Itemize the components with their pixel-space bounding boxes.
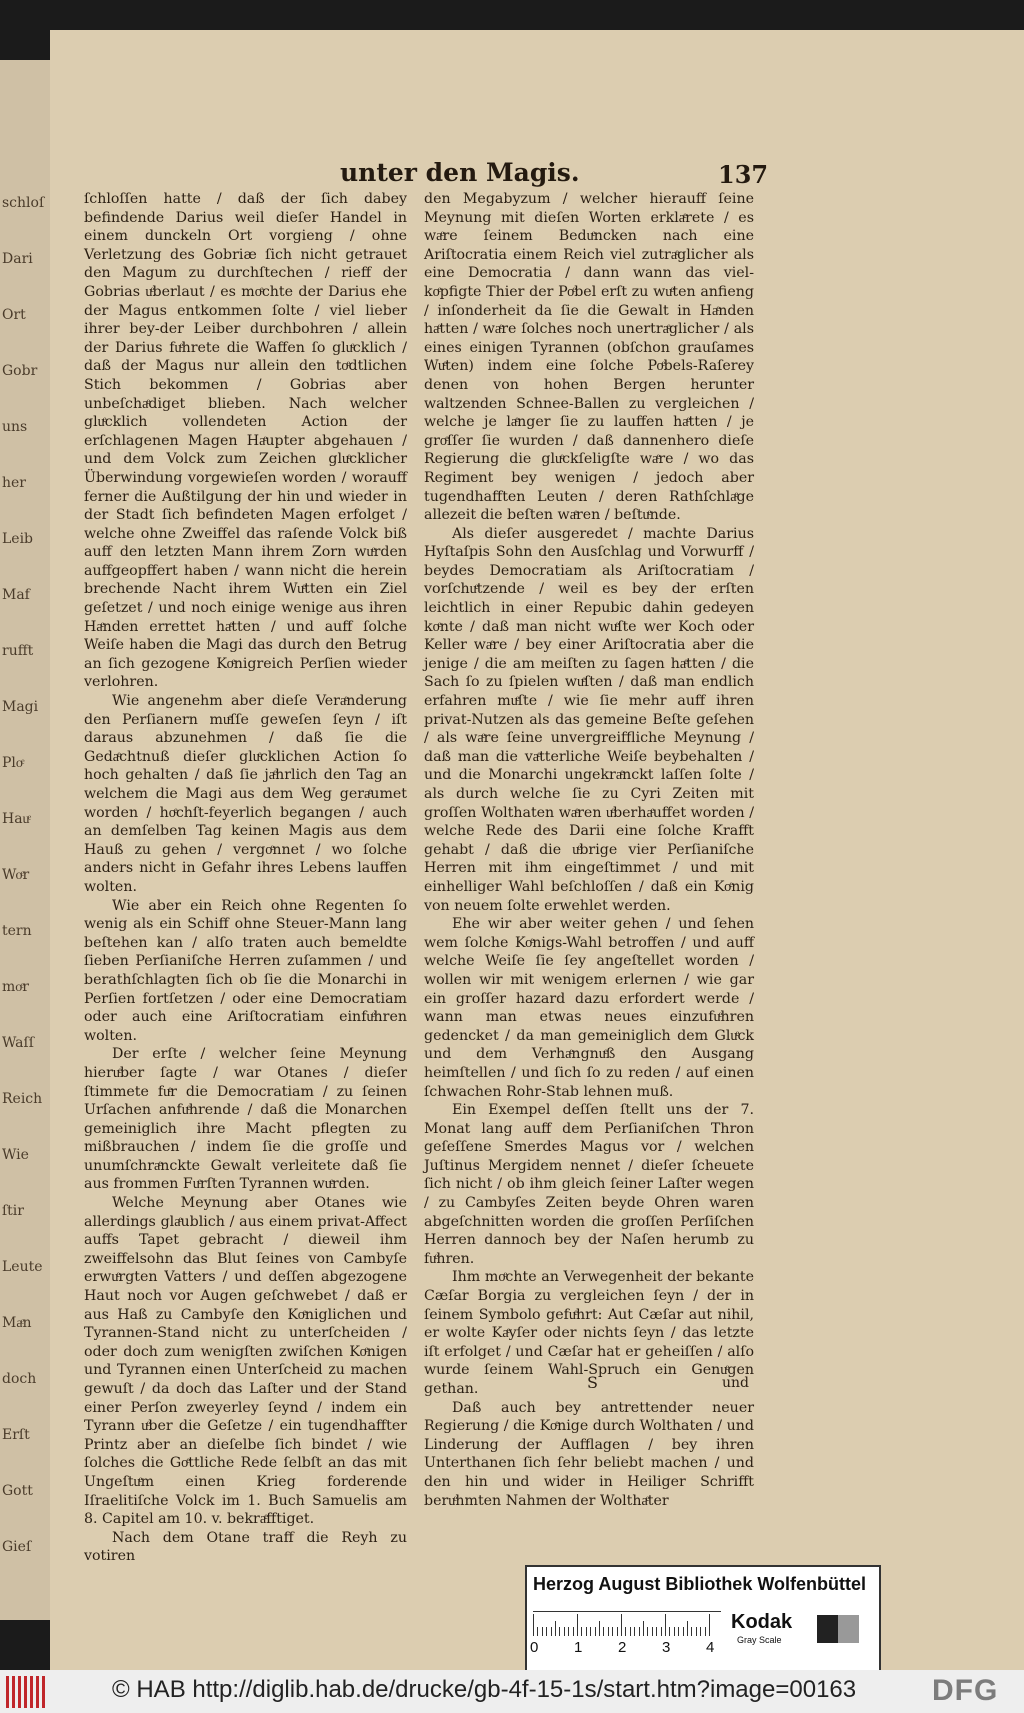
- ruler-tick: [533, 1614, 534, 1636]
- adjacent-page-edge: [0, 60, 54, 1620]
- ruler-number: 2: [618, 1639, 627, 1656]
- ruler-tick: [669, 1627, 670, 1636]
- viewer-footer: [0, 1670, 1024, 1713]
- paragraph: Welche Meynung aber Otanes wie allerdings glaͤublich / aus einem privat-Affect auffs Tapet gebracht / dieweil ihm zweiffelsohn das Blut ſeines von Cambyſe erwuͤrgten Vatters / und deſſen abgezogene Haut noch vor Augen geſchwebet / daß er aus Haß zu Cambyſe den Koͤniglichen und Tyrannen-Stand nicht zu unterſcheiden / oder doch zum wenigſten zwiſchen Koͤnigen und Tyrannen einen Unterſcheid zu machen gewuſt / da doch das Laſter und der Stand einer Perſon zweyerley ſeynd / indem ein Tyrann uͤber die Geſetze / ein tugendhaffter Printz aber an dieſelbe ſich bindet / wie ſolches die Goͤttliche Rede ſelbſt an das mit Ungeſtuͤm einen Krieg forderende Iſraelitiſche Volck im 1. Buch Samuelis am 8. Capitel am 10. v. bekraͤfftiget.: [84, 1195, 407, 1528]
- dfg-logo: DFG: [932, 1674, 999, 1707]
- ruler-tick: [700, 1627, 701, 1636]
- ruler-tick: [709, 1614, 710, 1636]
- paragraph: ſchloſſen hatte / daß der ſich dabey befindende Darius weil dieſer Handel in einem dunckeln Ort vorgieng / ohne Verletzung des Gobriæ ſich nicht getrauet den Magum zu durchſtechen / rieff der Gobrias uͤberlaut / es moͤchte der Darius ehe der Magus entkommen ſolte / viel lieber ihrer bey-der Leiber durchbohren / allein der Darius fuͤhrete die Waffen ſo gluͤcklich / daß der Magus nur allein den toͤdtlichen Stich bekommen / Gobrias aber unbeſchaͤdiget blieben. Nach welcher gluͤcklich vollendeten Action der erſchlagenen Magen Haͤupter abgehauen / und dem Volck zum Zeichen gluͤcklicher Überwindung vorgewieſen worden / worauff ferner die Außtilgung der hin und wieder in der Stadt ſich befindeten Magen erfolget / welche ohne Zweiffel das raſende Volck biß auff den letzten Mann ihrem Zorn wuͤrden auffgeopffert haben / wann nicht die herein brechende Nacht ihrem Wuͤtten ein Ziel geſetzet / und noch einige wenige aus ihren Haͤnden errettet haͤtten / und auff ſolche Weiſe haben die Magi das durch den Betrug an ſich gezogene Koͤnigreich Perſien wieder verlohren.: [84, 191, 407, 691]
- ruler-scale: [533, 1611, 721, 1636]
- ruler-tick: [621, 1614, 622, 1636]
- paragraph: Als dieſer ausgeredet / machte Darius Hyſtaſpis Sohn den Ausſchlag und Vorwurff / beydes Democratiam als Ariſtocratiam / vorſchuͤtzende / weil es bey der erſten leichtlich in einer Repubic dahin gedeyen koͤnte / daß man nicht wuͤſte wer Koch oder Keller waͤre / bey einer Ariſtocratia aber die jenige / die am meiſten zu ſagen haͤtten / die Sach ſo zu ſpielen wuͤſten / daß man endlich erfahren muͤſte / wie ſie mehr auff ihren privat-Nutzen als das gemeine Beſte geſehen / als waͤre ſeine unvergreiffliche Meynung / daß man die vaͤtterliche Weiſe beybehalten / und die Monarchi ungekraͤnckt laſſen ſolte / als durch welche ſie zu Cyri Zeiten mit groſſen Wolthaten waͤren uͤberhaͤuffet worden / welche Rede des Darii eine ſolche Krafft gehabt / daß die uͤbrige vier Perſianiſche Herren mit ihm eingeſtimmet / und mit einhelliger Wahl beſchloſſen / daß ein Koͤnig von neuem ſolte erwehlet werden.: [424, 525, 754, 914]
- ruler-tick: [551, 1627, 552, 1636]
- adjacent-page-fragment: Gott: [2, 1483, 33, 1499]
- ruler-number: 0: [530, 1639, 539, 1656]
- paragraph: Daß auch bey antrettender neuer Regierung / die Koͤnige durch Wolthaten / und Linderung der Aufflagen / bey ihren Unterthanen ſich ſehr beliebt machen / und den hin und wider in Heiliger Schrifft beruͤhmten Nahmen der Wolthaͤter: [424, 1399, 754, 1509]
- kodak-logo: Kodak: [731, 1611, 793, 1633]
- adjacent-page-fragment: her: [2, 475, 26, 491]
- adjacent-page-fragment: Maf: [2, 587, 30, 603]
- adjacent-page-fragment: Gobr: [2, 363, 38, 379]
- ruler-tick: [634, 1627, 635, 1636]
- paragraph: Ehe wir aber weiter gehen / und ſehen wem ſolche Koͤnigs-Wahl betroffen / und auff welche Weiſe ſie ſey angeſtellet worden / wollen wir mit wenigem erlernen / wie gar ein groſſer hazard dazu erfordert werde / wann man etwas neues einzufuͤhren gedencket / da man gemeiniglich dem Gluͤck und dem Verhaͤngnuͤß den Ausgang heimſtellen / und ſich ſo zu reden / auf einen ſchwachen Rohr-Stab lehnen muß.: [424, 916, 754, 1100]
- adjacent-page-fragment: Erſt: [2, 1427, 30, 1443]
- ruler-tick: [555, 1621, 556, 1636]
- adjacent-page-fragment: Woͤr: [2, 867, 30, 883]
- adjacent-page-fragment: Hauͤ: [2, 811, 30, 827]
- page-number: 137: [718, 160, 769, 189]
- paragraph: den Megabyzum / welcher hierauff ſeine Meynung mit dieſen Worten erklaͤrete / es waͤre ſeinem Beduͤncken nach eine Ariſtocratia einem Reich viel zutraͤglicher als eine Democratia / dann wann das viel-koͤpfigte Thier der Poͤbel erſt zu wuͤten anfieng / inſonderheit da ſie die Gewalt in Haͤnden haͤtten / waͤre ſolches noch unertraͤglicher / als eines einigen Tyrannen (obſchon grauſames Wuͤten) indem eine ſolche Poͤbels-Raſerey denen von hohen Bergen herunter waltzenden Schnee-Ballen zu vergleichen / welche je laͤnger ſie zu lauffen haͤtten / je groͤſſer ſie wurden / daß dannenhero dieſe Regierung die gluͤckſeligſte waͤre / wo das Regiment bey wenigen / jedoch aber tugendhafften Leuten / deren Rathſchlaͤge allezeit die beſten waͤren / beſtuͤnde.: [424, 191, 754, 524]
- ruler-tick: [537, 1627, 538, 1636]
- ruler-tick: [639, 1627, 640, 1636]
- ruler-tick: [564, 1627, 565, 1636]
- ruler-tick: [674, 1627, 675, 1636]
- adjacent-page-fragment: Leib: [2, 531, 34, 547]
- ruler-tick: [630, 1627, 631, 1636]
- ruler-tick: [586, 1627, 587, 1636]
- ruler-tick: [652, 1627, 653, 1636]
- ruler-tick: [665, 1614, 666, 1636]
- ruler-tick: [617, 1627, 618, 1636]
- adjacent-page-fragment: Reich: [2, 1091, 43, 1107]
- gray-scale-label: Gray Scale: [737, 1635, 782, 1645]
- ruler-tick: [542, 1627, 543, 1636]
- ruler-tick: [678, 1627, 679, 1636]
- paragraph: Wie angenehm aber dieſe Veraͤnderung den Perſianern muͤſſe geweſen ſeyn / iſt daraus abzunehmen / daß ſie die Gedaͤchtnuß dieſer gluͤcklichen Action ſo hoch gehalten / daß ſie jaͤhrlich den Tag an welchem die Magi aus dem Weg geraͤumet worden / hoͤchſt-feyerlich begangen / auch an demſelben Tag keinen Magis aus dem Hauß zu gehen / vergoͤnnet / wo ſolche anders nicht in Gefahr ihres Lebens lauffen wolten.: [84, 693, 407, 895]
- signature-mark: S: [587, 1373, 598, 1392]
- ruler-tick: [647, 1627, 648, 1636]
- ruler-number: 4: [706, 1639, 715, 1656]
- text-column-right: [424, 190, 754, 1510]
- ruler-tick: [691, 1627, 692, 1636]
- ruler-tick: [656, 1627, 657, 1636]
- ruler-tick: [625, 1627, 626, 1636]
- ruler-tick: [608, 1627, 609, 1636]
- adjacent-page-fragment: uns: [2, 419, 28, 435]
- library-name: Herzog August Bibliothek Wolfenbüttel: [533, 1574, 866, 1594]
- adjacent-page-fragment: Wie: [2, 1147, 29, 1163]
- paragraph: Ihm moͤchte an Verwegenheit der bekante Cæſar Borgia zu vergleichen ſeyn / der in ſeinem Symbolo gefuͤhrt: Aut Cæſar aut nihil, er wolte Kaͤyſer oder nichts ſeyn / das letzte iſt erfolget / und Cæſar hat er geheiſſen / alſo wurde ſeinem Wahl-Spruch ein Genuͤgen gethan.: [424, 1269, 754, 1397]
- ruler-number: 3: [662, 1639, 671, 1656]
- ruler-tick: [705, 1627, 706, 1636]
- copyright-link[interactable]: © HAB http://diglib.hab.de/drucke/gb-4f-15-1s/start.htm?image=00163: [112, 1676, 857, 1703]
- ruler-tick: [568, 1627, 569, 1636]
- ruler-tick: [599, 1621, 600, 1636]
- adjacent-page-fragment: schloſ: [2, 195, 45, 211]
- adjacent-page-fragment: Magi: [2, 699, 39, 715]
- adjacent-page-fragment: Waſſ: [2, 1035, 34, 1051]
- ruler-tick: [696, 1627, 697, 1636]
- adjacent-page-fragment: Ort: [2, 307, 26, 323]
- ruler-tick: [577, 1614, 578, 1636]
- adjacent-page-fragment: Ploͤ: [2, 755, 23, 771]
- adjacent-page-fragment: Dari: [2, 251, 33, 267]
- adjacent-page-fragment: Leute: [2, 1259, 43, 1275]
- ruler-tick: [603, 1627, 604, 1636]
- adjacent-page-fragment: Gieſ: [2, 1539, 32, 1555]
- ruler-tick: [573, 1627, 574, 1636]
- gray-patches: [817, 1615, 859, 1643]
- ruler-tick: [590, 1627, 591, 1636]
- ruler-tick: [661, 1627, 662, 1636]
- ruler-tick: [643, 1621, 644, 1636]
- hab-logo-icon: [6, 1676, 46, 1708]
- paragraph: Wie aber ein Reich ohne Regenten ſo wenig als ein Schiff ohne Steuer-Mann lang beſtehen kan / alſo traten auch bemeldte ſieben Perſianiſche Herren zuſammen / und berathſchlagten ſich ob ſie die Monarchi in Perſien fortſetzen / oder eine Democratiam oder auch eine Ariſtocratiam einfuͤhren wolten.: [84, 897, 407, 1044]
- adjacent-page-fragment: tern: [2, 923, 32, 939]
- color-target-card: [525, 1565, 881, 1672]
- paragraph: Ein Exempel deſſen ſtellt uns der 7. Monat lang auff dem Perſianiſchen Thron geſeſſene Smerdes Magus vor / welchen Juſtinus Mergidem nennet / dieſer ſcheuete ſich nicht / ob ihm gleich ſeiner Laſter wegen / zu Cambyſes Zeiten beyde Ohren waren abgeſchnitten worden die groſſen Perſiſchen Herren dannoch bey der Naſen herumb zu fuͤhren.: [424, 1102, 754, 1267]
- adjacent-page-fragment: rufft: [2, 643, 34, 659]
- catchword: und: [722, 1375, 749, 1391]
- ruler-tick: [683, 1627, 684, 1636]
- adjacent-page-fragment: doch: [2, 1371, 37, 1387]
- ruler-tick: [581, 1627, 582, 1636]
- text-column-left: [84, 190, 407, 1566]
- ruler-tick: [559, 1627, 560, 1636]
- ruler-tick: [595, 1627, 596, 1636]
- ruler-tick: [546, 1627, 547, 1636]
- running-head: unter den Magis.: [340, 158, 580, 187]
- ruler-number: 1: [574, 1639, 583, 1656]
- paragraph: Der erſte / welcher ſeine Meynung hieruͤber ſagte / war Otanes / dieſer ſtimmete fuͤr die Democratiam / zu ſeinen Urſachen anfuͤhrende / daß die Monarchen gemeiniglich ihre Macht pflegten zu mißbrauchen / indem ſie die groſſe und unumſchraͤnckte Gewalt verleitete daß ſie aus frommen Fuͤrſten Tyrannen wuͤrden.: [84, 1046, 407, 1193]
- adjacent-page-fragment: ſtir: [2, 1203, 24, 1219]
- adjacent-page-fragment: moͤr: [2, 979, 29, 995]
- ruler-tick: [687, 1621, 688, 1636]
- ruler-tick: [612, 1627, 613, 1636]
- adjacent-page-fragment: Maͤn: [2, 1315, 32, 1331]
- paragraph: Nach dem Otane traff die Reyh zu votiren: [84, 1529, 407, 1565]
